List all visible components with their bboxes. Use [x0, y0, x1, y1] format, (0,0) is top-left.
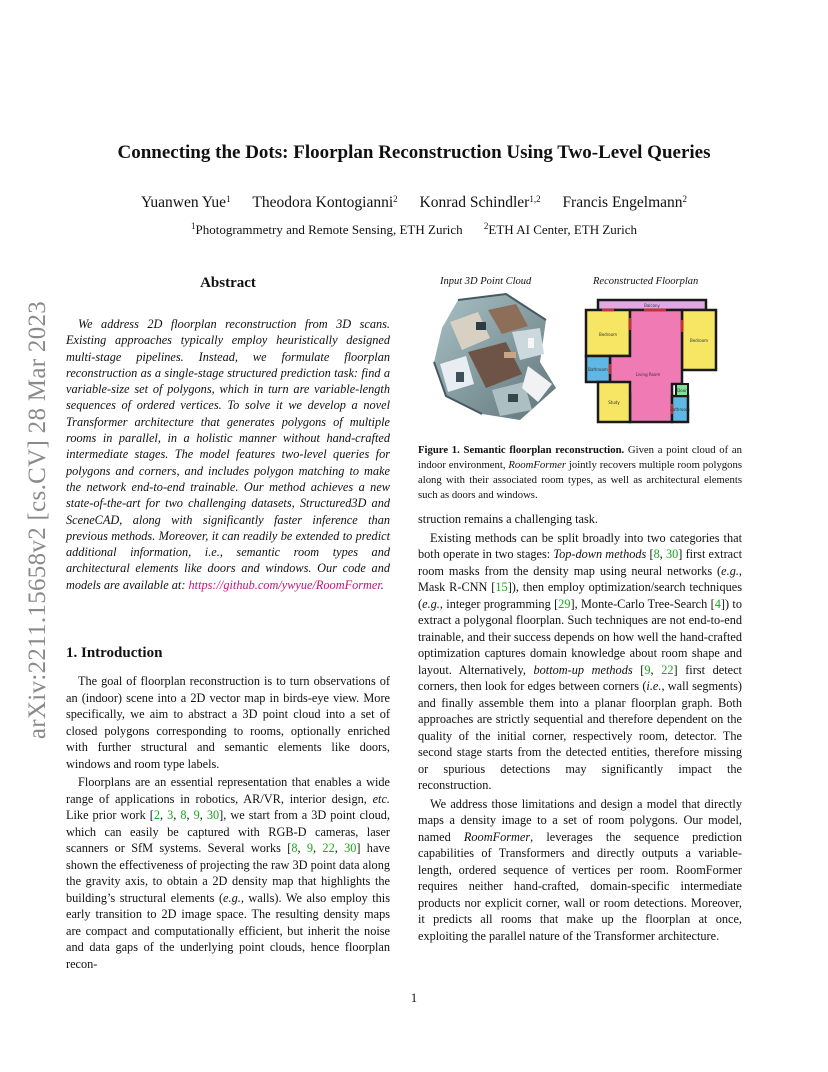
svg-text:Door: Door: [677, 388, 687, 393]
point-cloud-image: [428, 292, 566, 424]
abstract-text: We address 2D floorplan reconstruction from 3D scans. Existing approaches typically employ heuristically designed multi-stage pipelines. Instead, we formulate floorplan reconstruction as a single-stage structured prediction task: find a variable-size set of polygons, which in turn are variable-length sequences of ordered vertices. To solve it we develop a novel Transformer architecture that generates polygons of multiple rooms in parallel, in a holistic manner without hand-crafted intermediate stages. The model features two-level queries for polygons and corners, and includes polygon matching to make the network end-to-end trainable. Our method achieves a new state-of-the-art for two challenging datasets, Structured3D and SceneCAD, along with significantly faster inference than previous methods. Moreover, it can readily be extended to predict additional information, i.e., semantic room types and architectural elements like doors and windows. Our code and models are available at: https://github.com/ywyue/RoomFormer.: [66, 317, 390, 592]
intro-column-left: [66, 673, 390, 972]
arxiv-side-stamp: arXiv:2211.15658v2 [cs.CV] 28 Mar 2023: [24, 300, 51, 740]
affiliations: [0, 222, 828, 238]
citation-link[interactable]: 2: [153, 808, 161, 822]
paper-title: Connecting the Dots: Floorplan Reconstruction Using Two-Level Queries: [117, 142, 711, 163]
author-3: Konrad Schindler$^{1,2}$: [419, 194, 541, 211]
col2-paragraph-1: Existing methods can be split broadly into two categories that both operate in two stages: Top-down methods [8, 30] first extract room masks from the density map using neural networks (e.g., Mask R-CNN [15]), then employ optimization/search techniques (e.g., integer programming [29], Monte-Carlo Tree-Search [4]) to extract a polygonal floorplan. Such techniques are not end-to-end trainable, and their success depends on how well the hand-crafted optimization captures domain knowledge about room shape and layout. Alternatively, bottom-up methods [9, 22] first detect corners, then look for edges between corners (i.e., wall segments) and finally assemble them into a planar floorplan graph. Both approaches are strictly sequential and therefore dependent on the quality of the initial corner, respectively room, detector. The second stage starts from the detected entities, therefore missing or spurious detections may significantly impact the reconstruction.: [418, 530, 742, 792]
svg-text:Balcony: Balcony: [644, 303, 660, 308]
citation-link[interactable]: 9: [644, 662, 651, 677]
svg-text:Bedroom: Bedroom: [689, 338, 709, 343]
citation-link[interactable]: 30: [206, 808, 220, 822]
intro-paragraph-2: Floorplans are an essential representation that enables a wide range of applications in robotics, AR/VR, interior design, etc. Like prior work [2, 3, 8, 9, 30], we start from a 3D point cloud, which can easily be captured with RGB-D cameras, laser scanners or SfM systems. Several works [8, 9, 22, 30] have shown the effectiveness of projecting the raw 3D point data along the gravity axis, to obtain a 2D density map that highlights the building’s structural elements (e.g., walls). We also employ this early transition to 2D image space. The resulting density maps are compact and computationally efficient, but inherit the noise and data gaps of the underlying point clouds, hence floorplan recon-: [66, 775, 391, 971]
citation-link[interactable]: 3: [167, 808, 174, 822]
citation-link[interactable]: 29: [558, 596, 571, 611]
citation-link[interactable]: 22: [322, 841, 335, 855]
citation-link[interactable]: 9: [193, 808, 200, 822]
author-4: Francis Engelmann$^2$: [562, 194, 688, 211]
affiliation-1: $^1$Photogrammetry and Remote Sensing, ETH Zurich: [190, 221, 463, 237]
affiliation-2: $^2$ETH AI Center, ETH Zurich: [483, 221, 637, 237]
figure-caption: Figure 1. Semantic floorplan reconstruction. Given a point cloud of an indoor environment, RoomFormer jointly recovers multiple room polygons along with their associated room types, as well as architectural elements such as doors and windows.: [418, 444, 742, 501]
author-list: [0, 194, 828, 212]
svg-text:Study: Study: [608, 400, 620, 405]
svg-text:Bathroom: Bathroom: [670, 407, 690, 412]
page-number: 1: [410, 991, 418, 1005]
citation-link[interactable]: 30: [666, 547, 679, 561]
author-2: Theodora Kontogianni$^2$: [252, 194, 398, 211]
citation-link[interactable]: 8: [180, 808, 187, 822]
figure-label-output: Reconstructed Floorplan: [593, 276, 699, 287]
code-link[interactable]: https://github.com/ywyue/RoomFormer: [188, 577, 381, 592]
abstract-heading: Abstract: [200, 275, 256, 291]
col2-paragraph-2: We address those limitations and design a model that directly maps a density image to a set of room polygons. Our model, named RoomFormer, leverages the sequence prediction capabilities of Transformers and directly outputs a variable-length, ordered sequence of vertices per room. RoomFormer requires neither hand-crafted, domain-specific intermediate products nor explicit corner, wall or room detections. Moreover, it predicts all rooms that make up the floorplan at once, exploiting the parallel nature of the Transformer architecture.: [418, 796, 742, 943]
floorplan-image: [582, 296, 722, 426]
intro-column-right: [418, 511, 742, 944]
intro-paragraph-1: The goal of floorplan reconstruction is to turn observations of an (indoor) scene into a 2D vector map in birds-eye view. More specifically, we aim to abstract a 3D point cloud into a set of closed polygons corresponding to rooms, optionally enriched with further structural and semantic elements like doors, windows and room type labels.: [66, 674, 390, 771]
citation-link[interactable]: 8: [291, 841, 298, 855]
col2-paragraph-0: struction remains a challenging task.: [418, 512, 598, 526]
svg-text:Bathroom: Bathroom: [588, 367, 608, 372]
intro-heading: 1. Introduction: [66, 645, 163, 661]
citation-link[interactable]: 15: [495, 580, 508, 594]
citation-link[interactable]: 22: [661, 662, 674, 677]
citation-link[interactable]: 4: [714, 596, 721, 611]
svg-text:Living Room: Living Room: [635, 372, 661, 377]
svg-text:Bedroom: Bedroom: [598, 332, 618, 337]
citation-link[interactable]: 30: [344, 841, 357, 855]
author-1: Yuanwen Yue$^1$: [140, 194, 231, 211]
figure-label-input: Input 3D Point Cloud: [440, 276, 532, 287]
citation-link[interactable]: 8: [653, 547, 660, 561]
citation-link[interactable]: 9: [306, 841, 314, 855]
